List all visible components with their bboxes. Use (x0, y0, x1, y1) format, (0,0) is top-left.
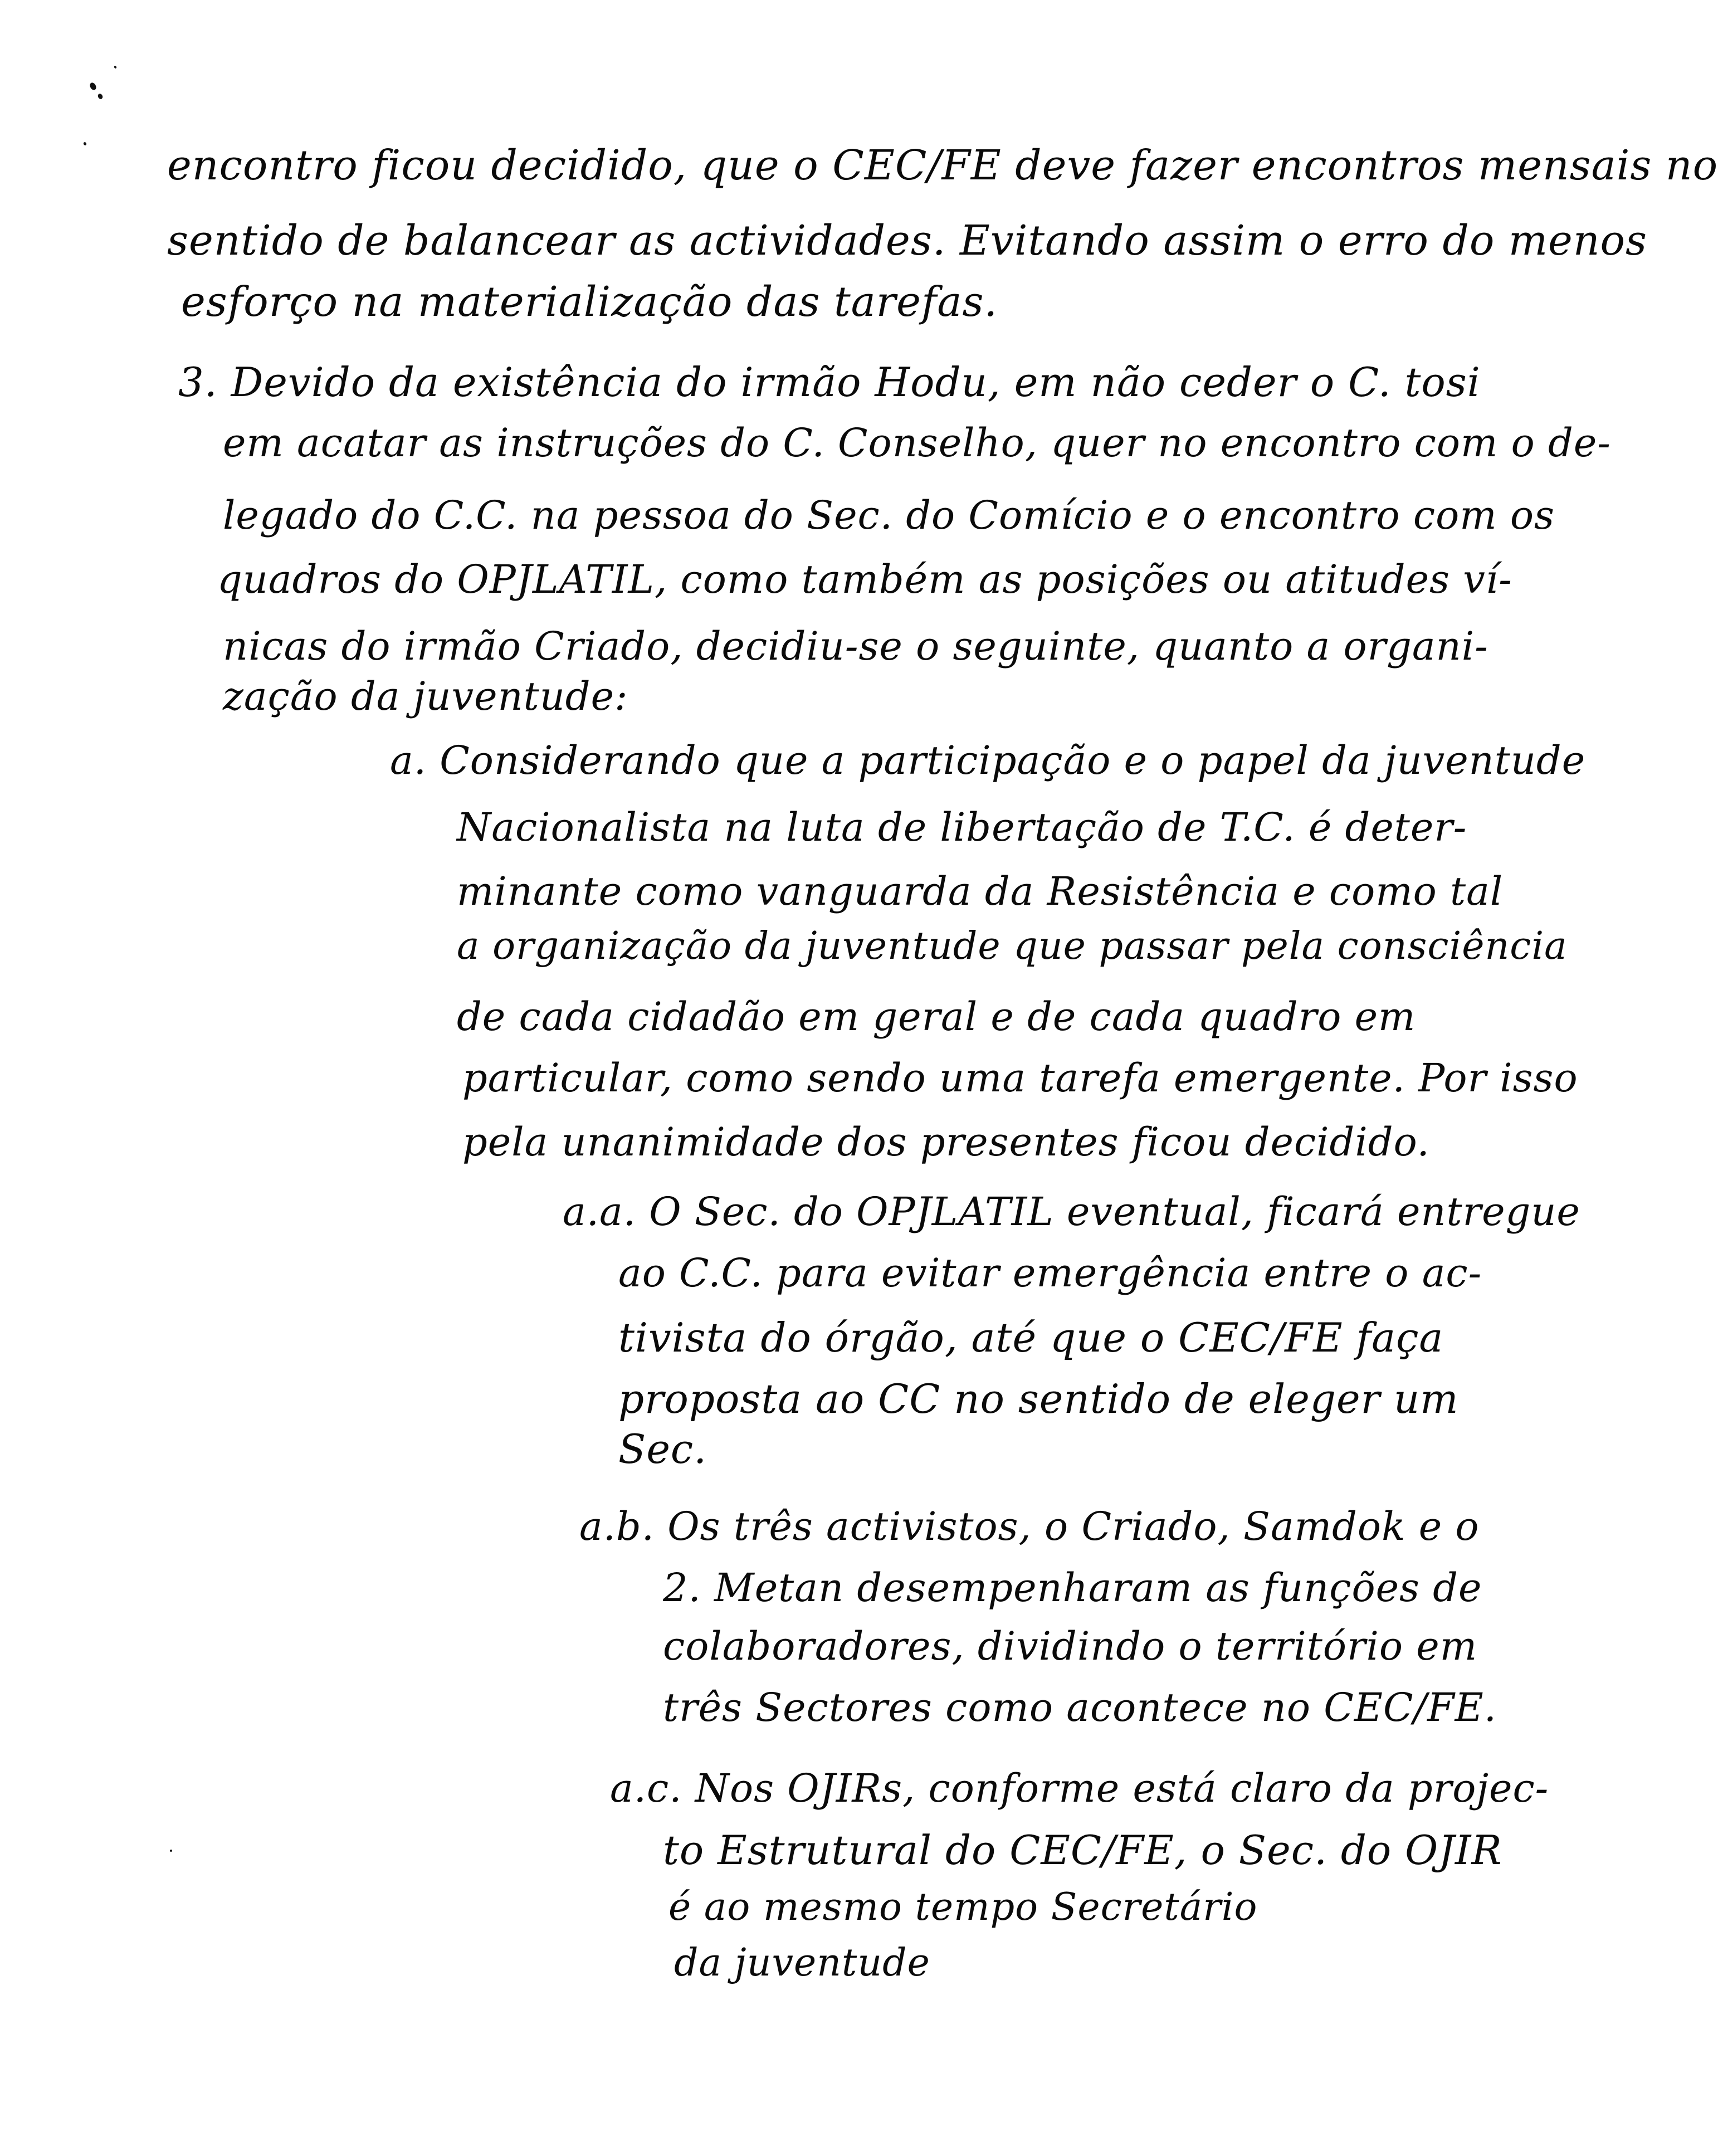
text-line: quadros do OPJLATIL, como também as posições ou atitudes ví- (217, 557, 1512, 602)
text-line: é ao mesmo tempo Secretário (668, 1885, 1258, 1929)
text-line: pela unanimidade dos presentes ficou decidido. (462, 1119, 1430, 1165)
text-line: nicas do irmão Criado, decidiu-se o seguinte, quanto a organi- (223, 623, 1488, 669)
text-line: zação da juventude: (223, 674, 628, 719)
text-line: to Estrutural do CEC/FE, o Sec. do OJIR (663, 1827, 1502, 1874)
text-line: a.c. Nos OJIRs, conforme está claro da projec- (610, 1765, 1549, 1811)
text-line: da juventude (674, 1941, 930, 1985)
text-line: a. Considerando que a participação e o papel da juventude (390, 738, 1586, 783)
text-line: 2. Metan desempenharam as funções de (663, 1565, 1482, 1611)
text-line: colaboradores, dividindo o território em (663, 1623, 1478, 1669)
text-line: em acatar as instruções do C. Conselho, quer no encontro com o de- (223, 420, 1611, 466)
ink-speck (97, 93, 104, 100)
text-line: 3. Devido da existência do irmão Hodu, em não ceder o C. tosi (178, 359, 1481, 406)
text-line: sentido de balancear as actividades. Evitando assim o erro do menos (167, 217, 1648, 265)
text-line: Sec. (618, 1426, 707, 1472)
text-line: a.b. Os três activistos, o Criado, Samdok e o (579, 1504, 1480, 1549)
text-line: particular, como sendo uma tarefa emergente. Por isso (462, 1055, 1578, 1101)
text-line: esforço na materialização das tarefas. (181, 278, 998, 326)
text-line: encontro ficou decidido, que o CEC/FE deve fazer encontros mensais no (167, 142, 1718, 189)
ink-speck (89, 81, 97, 91)
text-line: proposta ao CC no sentido de eleger um (618, 1375, 1459, 1422)
text-line: tivista do órgão, até que o CEC/FE faça (618, 1314, 1444, 1361)
text-line: a.a. O Sec. do OPJLATIL eventual, ficará entregue (563, 1189, 1580, 1235)
text-line: minante como vanguarda da Resistência e como tal (457, 869, 1504, 914)
text-line: legado do C.C. na pessoa do Sec. do Comício e o encontro com os (223, 492, 1555, 538)
text-line: a organização da juventude que passar pela consciência (457, 924, 1568, 968)
text-line: de cada cidadão em geral e de cada quadro em (457, 994, 1416, 1040)
ink-speck (169, 1849, 172, 1852)
ink-speck (114, 65, 117, 69)
text-line: Nacionalista na luta de libertação de T.C. é deter- (457, 804, 1467, 850)
text-line: ao C.C. para evitar emergência entre o ac- (618, 1250, 1482, 1296)
text-line: três Sectores como acontece no CEC/FE. (663, 1685, 1497, 1730)
ink-speck (83, 142, 87, 146)
